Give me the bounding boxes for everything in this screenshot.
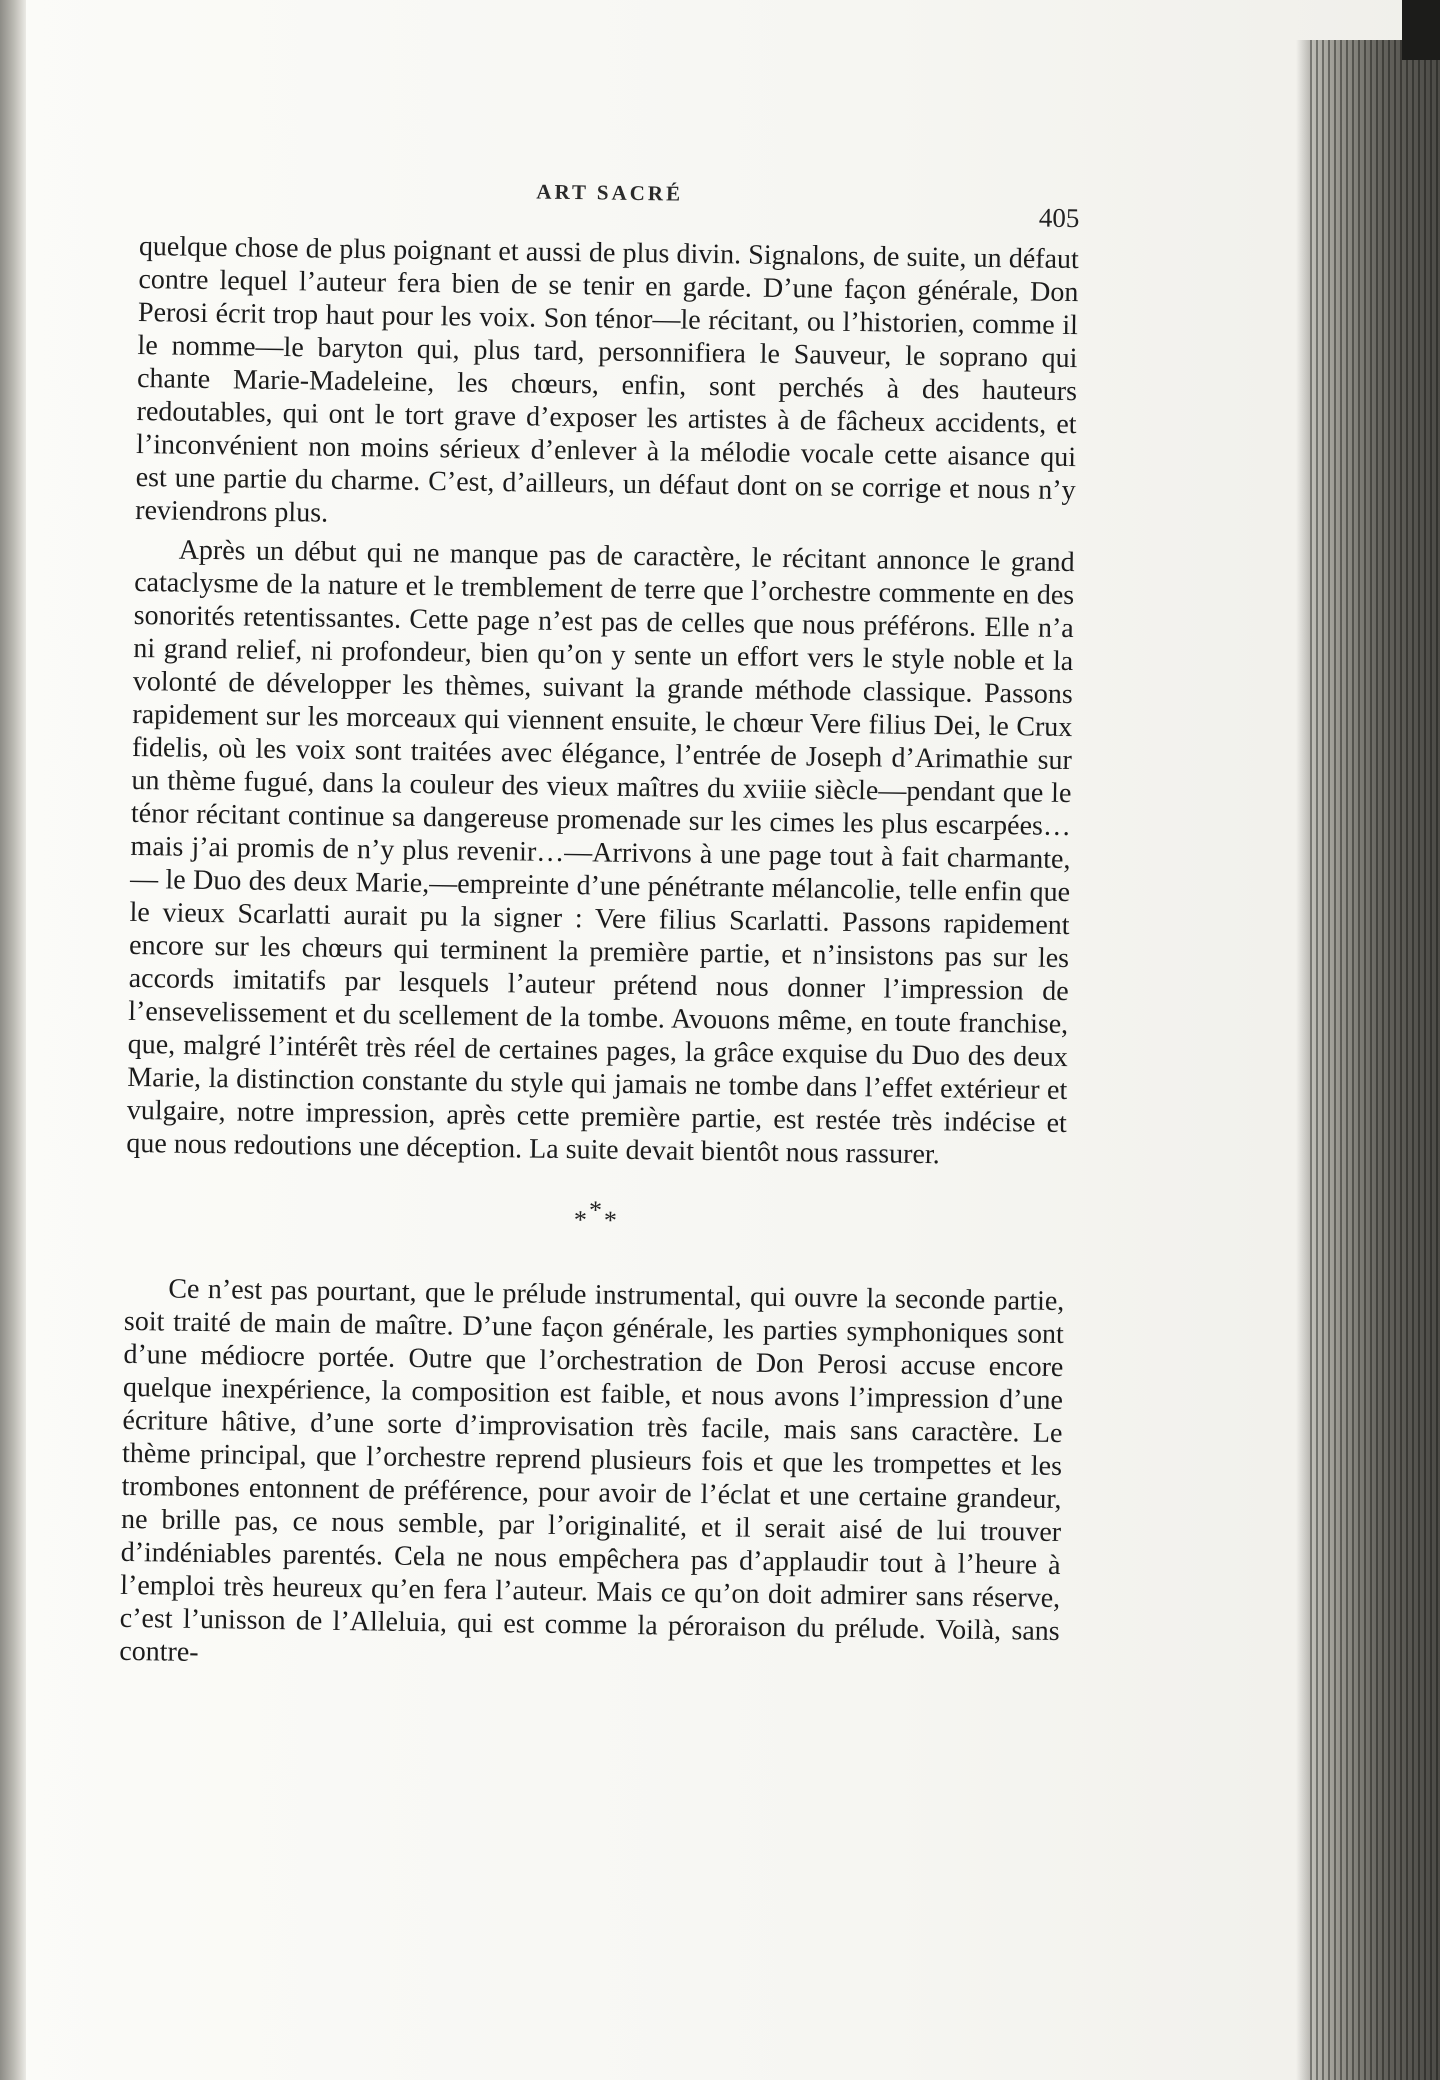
body-text [119,230,1079,1681]
book-spine-page-stack [1310,40,1440,2080]
paragraph-3: Ce n’est pas pourtant, que le prélude instrumental, qui ouvre la seconde partie, soit traité de main de maître. D’une façon générale, les parties symphoniques sont d’une médiocre portée. Outre que l’orchestration de Don Perosi accuse encore quelque inexpérience, la composition est faible, et nous avons l’impression d’une écriture hâtive, d’une sorte d’improvisation très facile, mais sans caractère. Le thème principal, que l’orchestre reprend plusieurs fois et que les trompettes et les trombones entonnent de préférence, pour avoir de l’éclat et une certaine grandeur, ne brille pas, ce nous semble, par l’originalité, et il serait aisé de lui trouver d’indéniables parentés. Cela ne nous empêchera pas d’applaudir tout à l’heure à l’emploi très heureux qu’en fera l’auteur. Mais ce qu’on doit admirer sans réserve, c’est l’unisson de l’Alleluia, qui est comme la péroraison du prélude. Voilà, sans contre- [119,1273,1065,1668]
asterism-ornament [125,1195,1065,1241]
paragraph-1: quelque chose de plus poignant et aussi de plus divin. Signalons, de suite, un défaut contre lequel l’auteur fera bien de se tenir en garde. D’une façon générale, Don Perosi écrit trop haut pour les voix. Son ténor—le récitant, ou l’historien, comme il le nomme—le baryton qui, plus tard, personnifiera le Sauveur, le soprano qui chante Marie-Madeleine, les chœurs, enfin, sont perchés à des hauteurs redoutables, qui ont le tort grave d’exposer les artistes à de fâcheux accidents, et l’inconvénient non moins sérieux d’enlever à la mélodie vocale cette aisance qui est une partie du charme. C’est, d’ailleurs, un défaut dont on se corrige et nous n’y reviendrons plus. [135,230,1080,529]
asterism-star-top: * [588,1195,603,1225]
book-page [119,170,1080,1681]
left-page-edge-shadow [0,0,26,2080]
running-head-title: ART SACRÉ [536,179,684,206]
page-number: 405 [1038,202,1080,234]
scan-corner-dark [1402,0,1440,60]
spine-shadow-gradient [1296,40,1310,2080]
paragraph-2: Après un début qui ne manque pas de caractère, le récitant annonce le grand cataclysme de la nature et le tremblement de terre que l’orchestre commente en des sonorités retentissantes. Cette page n’est pas de celles que nous préférons. Elle n’a ni grand relief, ni profondeur, bien qu’on y sente un effort vers le style noble et la volonté de développer les thèmes, suivant la grande méthode classique. Passons rapidement sur les morceaux qui viennent ensuite, le chœur Vere filius Dei, le Crux fidelis, où les voix sont traitées avec élégance, l’entrée de Joseph d’Arimathie sur un thème fugué, dans la couleur des vieux maîtres du xviiie siècle—pendant que le ténor récitant continue sa dangereuse promenade sur les cimes les plus escarpées… mais j’ai promis de n’y plus revenir…—Arrivons à une page tout à fait charmante,— le Duo des deux Marie,—empreinte d’une pénétrante mélancolie, telle enfin que le vieux Scarlatti aurait pu la signer : Vere filius Scarlatti. Passons rapidement encore sur les chœurs qui terminent la première partie, et n’insistons pas sur les accords imitatifs par lesquels l’auteur prétend nous donner l’impression de l’ensevelissement et du scellement de la tombe. Avouons même, en toute franchise, que, malgré l’intérêt très réel de certaines pages, la grâce exquise du Duo des deux Marie, la distinction constante du style qui jamais ne tombe dans l’effet extérieur et vulgaire, notre impression, après cette première partie, est restée très indécise et que nous redoutions une déception. La suite devait bientôt nous rassurer. [126,534,1075,1171]
asterism-star-right: * [603,1205,618,1235]
asterism-star-left: * [573,1205,588,1235]
